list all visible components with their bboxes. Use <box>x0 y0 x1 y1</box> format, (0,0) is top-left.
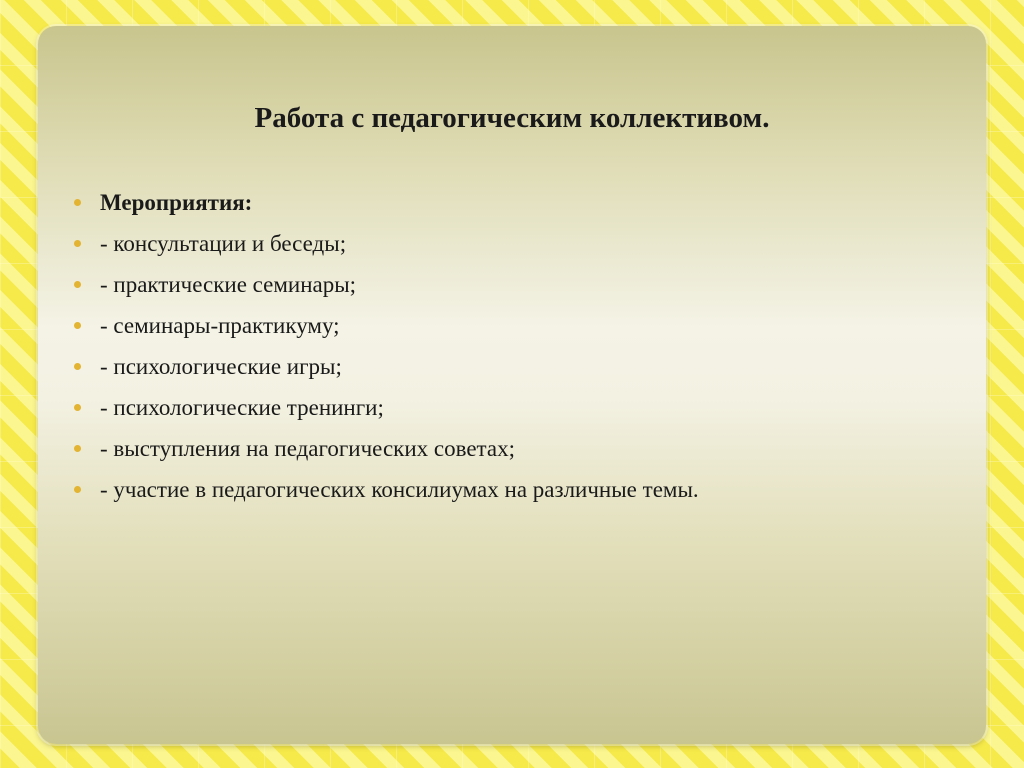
list-item <box>74 428 699 469</box>
bullet-dot-icon <box>74 240 81 247</box>
list-item-text: - семинары-практикуму; <box>100 312 340 338</box>
list-item-text: - участие в педагогических консилиумах на различные темы. <box>100 476 699 502</box>
bullet-dot-icon <box>74 404 81 411</box>
bullet-list <box>74 182 699 510</box>
list-item-text: - психологические игры; <box>100 353 342 379</box>
list-item-text: Мероприятия: <box>100 189 253 215</box>
slide-title: Работа с педагогическим коллективом. <box>254 102 770 134</box>
bullet-dot-icon <box>74 486 81 493</box>
list-item <box>74 469 699 510</box>
bullet-dot-icon <box>74 281 81 288</box>
list-item-text: - консультации и беседы; <box>100 230 347 256</box>
slide-panel <box>38 26 986 744</box>
list-item-text: - выступления на педагогических советах; <box>100 435 515 461</box>
list-item <box>74 346 699 387</box>
list-item <box>74 387 699 428</box>
bullet-dot-icon <box>74 445 81 452</box>
bullet-dot-icon <box>74 199 81 206</box>
list-item-text: - психологические тренинги; <box>100 394 384 420</box>
list-item <box>74 264 699 305</box>
list-item <box>74 223 699 264</box>
list-item <box>74 305 699 346</box>
list-item-heading <box>74 182 699 223</box>
list-item-text: - практические семинары; <box>100 271 357 297</box>
bullet-dot-icon <box>74 363 81 370</box>
bullet-dot-icon <box>74 322 81 329</box>
